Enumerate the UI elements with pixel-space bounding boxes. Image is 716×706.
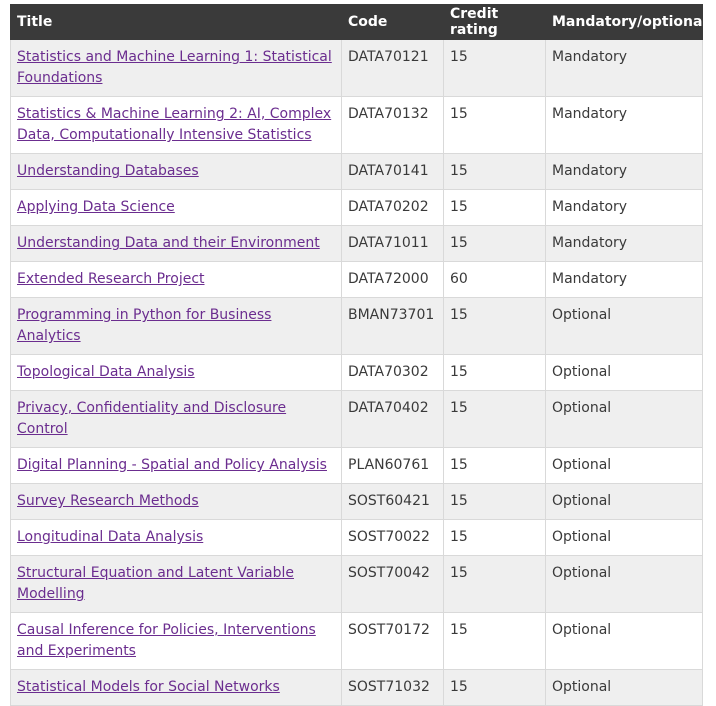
cell-mandatory-optional: Mandatory bbox=[546, 262, 703, 298]
table-row bbox=[11, 448, 703, 484]
cell-code: DATA70141 bbox=[342, 154, 444, 190]
header-row bbox=[11, 5, 703, 40]
cell-title bbox=[11, 448, 342, 484]
table-body bbox=[11, 40, 703, 706]
cell-credit-rating: 15 bbox=[444, 556, 546, 613]
cell-code: SOST70042 bbox=[342, 556, 444, 613]
cell-mandatory-optional: Optional bbox=[546, 298, 703, 355]
cell-credit-rating: 15 bbox=[444, 613, 546, 670]
cell-title bbox=[11, 97, 342, 154]
table-row bbox=[11, 154, 703, 190]
cell-mandatory-optional: Optional bbox=[546, 484, 703, 520]
cell-code: DATA72000 bbox=[342, 262, 444, 298]
table-row bbox=[11, 484, 703, 520]
cell-title bbox=[11, 670, 342, 706]
header-credit-rating: Credit rating bbox=[444, 5, 546, 40]
course-link[interactable]: Causal Inference for Policies, Interventions and Experiments bbox=[17, 622, 316, 659]
cell-title bbox=[11, 40, 342, 97]
table-header bbox=[11, 5, 708, 40]
cell-credit-rating: 15 bbox=[444, 355, 546, 391]
table-row bbox=[11, 226, 703, 262]
course-link[interactable]: Statistics & Machine Learning 2: AI, Complex Data, Computationally Intensive Statistics bbox=[17, 106, 332, 143]
cell-title bbox=[11, 520, 342, 556]
table-row bbox=[11, 97, 703, 154]
course-link[interactable]: Privacy, Confidentiality and Disclosure Control bbox=[17, 400, 287, 437]
cell-mandatory-optional: Optional bbox=[546, 613, 703, 670]
cell-credit-rating: 60 bbox=[444, 262, 546, 298]
cell-credit-rating: 15 bbox=[444, 226, 546, 262]
cell-mandatory-optional: Optional bbox=[546, 448, 703, 484]
course-units-table bbox=[10, 4, 708, 706]
cell-title bbox=[11, 484, 342, 520]
table-row bbox=[11, 298, 703, 355]
course-link[interactable]: Statistics and Machine Learning 1: Statistical Foundations bbox=[17, 49, 332, 86]
cell-title bbox=[11, 226, 342, 262]
table-row bbox=[11, 670, 703, 706]
cell-credit-rating: 15 bbox=[444, 391, 546, 448]
table-row bbox=[11, 355, 703, 391]
table-row bbox=[11, 262, 703, 298]
course-link[interactable]: Statistical Models for Social Networks bbox=[17, 679, 280, 695]
course-link[interactable]: Applying Data Science bbox=[17, 199, 175, 215]
course-link[interactable]: Understanding Databases bbox=[17, 163, 199, 179]
header-title: Title bbox=[11, 5, 342, 40]
course-link[interactable]: Understanding Data and their Environment bbox=[17, 235, 320, 251]
cell-mandatory-optional: Optional bbox=[546, 670, 703, 706]
cell-credit-rating: 15 bbox=[444, 154, 546, 190]
cell-code: BMAN73701 bbox=[342, 298, 444, 355]
cell-code: SOST70172 bbox=[342, 613, 444, 670]
cell-code: DATA70121 bbox=[342, 40, 444, 97]
cell-code: DATA70402 bbox=[342, 391, 444, 448]
table-row bbox=[11, 520, 703, 556]
header-mandatory-optional: Mandatory/optional bbox=[546, 5, 703, 40]
cell-mandatory-optional: Mandatory bbox=[546, 40, 703, 97]
table-row bbox=[11, 190, 703, 226]
cell-code: DATA70302 bbox=[342, 355, 444, 391]
cell-title bbox=[11, 613, 342, 670]
header-code: Code bbox=[342, 5, 444, 40]
cell-credit-rating: 15 bbox=[444, 520, 546, 556]
cell-mandatory-optional: Mandatory bbox=[546, 97, 703, 154]
cell-code: PLAN60761 bbox=[342, 448, 444, 484]
course-link[interactable]: Programming in Python for Business Analytics bbox=[17, 307, 272, 344]
cell-code: DATA70202 bbox=[342, 190, 444, 226]
table-row bbox=[11, 613, 703, 670]
cell-code: SOST71032 bbox=[342, 670, 444, 706]
cell-mandatory-optional: Mandatory bbox=[546, 190, 703, 226]
cell-code: SOST70022 bbox=[342, 520, 444, 556]
cell-credit-rating: 15 bbox=[444, 484, 546, 520]
cell-title bbox=[11, 391, 342, 448]
table-row bbox=[11, 391, 703, 448]
cell-credit-rating: 15 bbox=[444, 97, 546, 154]
course-units-table-container bbox=[10, 4, 708, 706]
cell-title bbox=[11, 154, 342, 190]
course-link[interactable]: Longitudinal Data Analysis bbox=[17, 529, 204, 545]
cell-mandatory-optional: Optional bbox=[546, 556, 703, 613]
cell-mandatory-optional: Optional bbox=[546, 520, 703, 556]
cell-code: SOST60421 bbox=[342, 484, 444, 520]
cell-title bbox=[11, 556, 342, 613]
cell-credit-rating: 15 bbox=[444, 448, 546, 484]
cell-title bbox=[11, 190, 342, 226]
cell-mandatory-optional: Optional bbox=[546, 355, 703, 391]
course-link[interactable]: Survey Research Methods bbox=[17, 493, 199, 509]
table-row bbox=[11, 556, 703, 613]
cell-mandatory-optional: Mandatory bbox=[546, 154, 703, 190]
cell-title bbox=[11, 355, 342, 391]
course-link[interactable]: Extended Research Project bbox=[17, 271, 205, 287]
cell-title bbox=[11, 262, 342, 298]
cell-title bbox=[11, 298, 342, 355]
cell-credit-rating: 15 bbox=[444, 670, 546, 706]
cell-code: DATA70132 bbox=[342, 97, 444, 154]
cell-code: DATA71011 bbox=[342, 226, 444, 262]
cell-mandatory-optional: Mandatory bbox=[546, 226, 703, 262]
cell-mandatory-optional: Optional bbox=[546, 391, 703, 448]
course-link[interactable]: Topological Data Analysis bbox=[17, 364, 195, 380]
course-link[interactable]: Structural Equation and Latent Variable Modelling bbox=[17, 565, 294, 602]
cell-credit-rating: 15 bbox=[444, 298, 546, 355]
cell-credit-rating: 15 bbox=[444, 40, 546, 97]
cell-credit-rating: 15 bbox=[444, 190, 546, 226]
table-row bbox=[11, 40, 703, 97]
course-link[interactable]: Digital Planning - Spatial and Policy Analysis bbox=[17, 457, 327, 473]
